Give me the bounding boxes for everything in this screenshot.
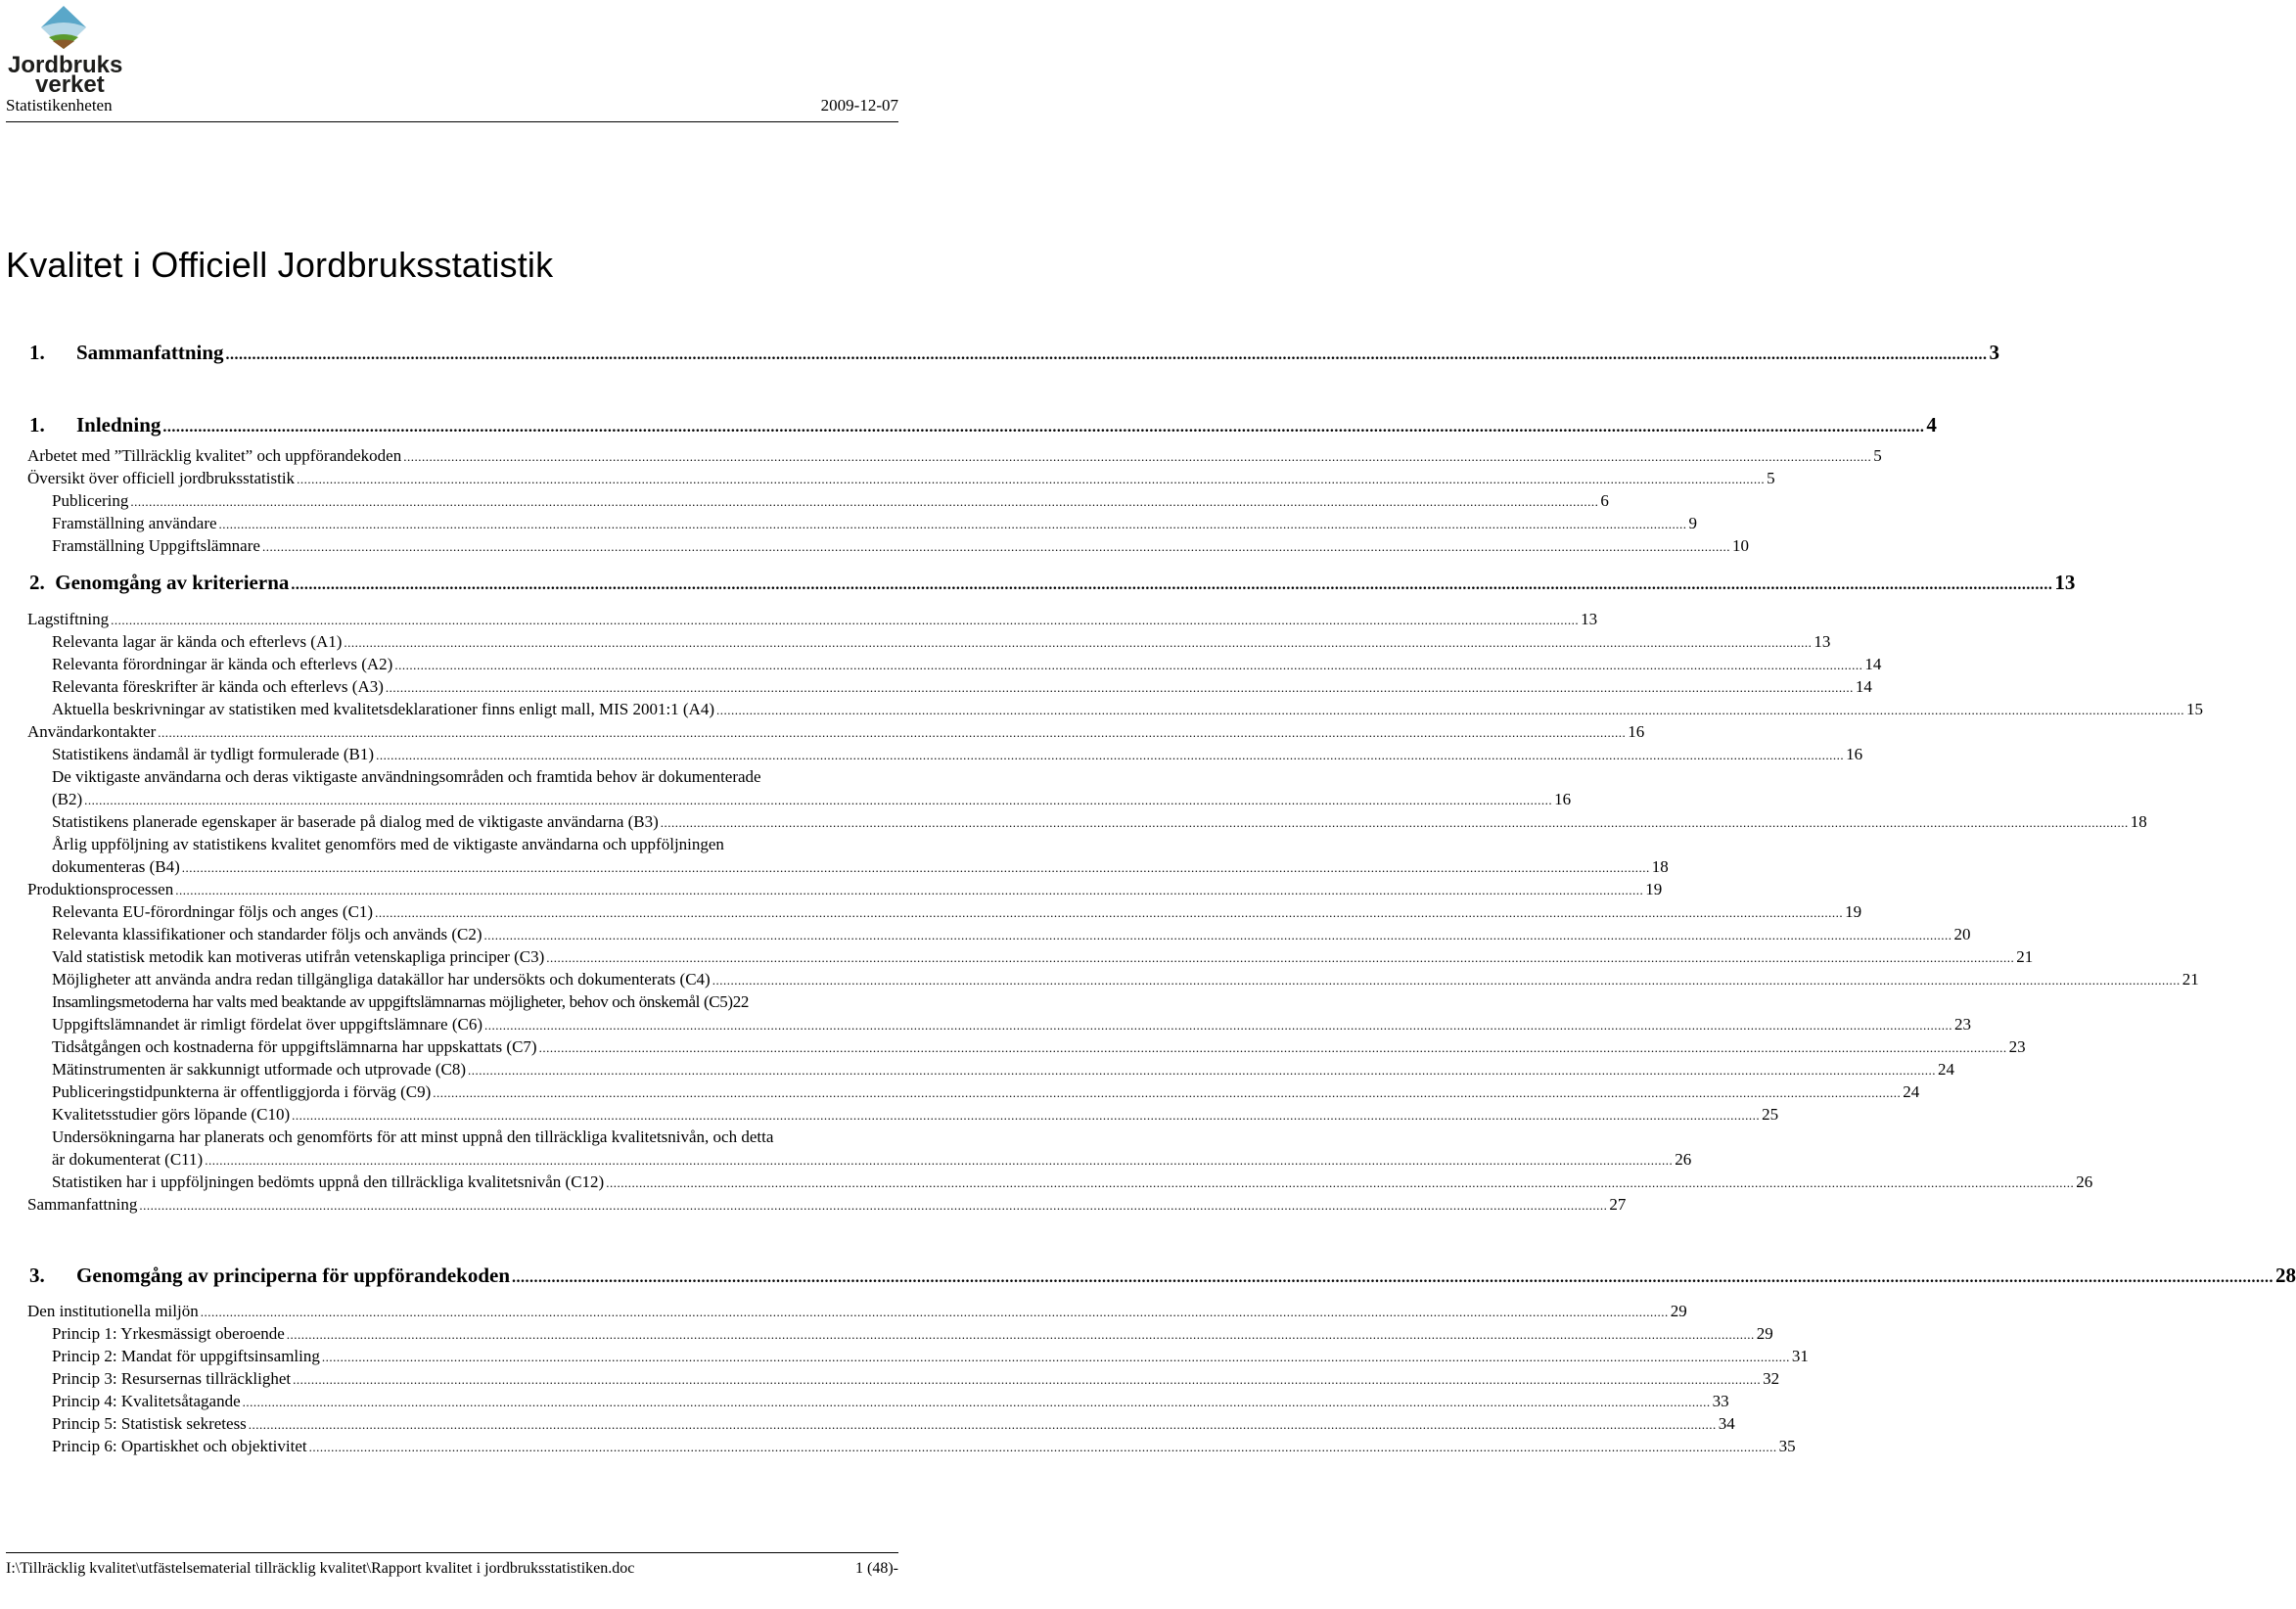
toc-dot-leader: ................................................................................................................................................................................................................................................................................................................................................................................................................ xyxy=(308,1440,1777,1454)
toc-page-number: 25 xyxy=(1762,1105,1779,1124)
toc-entry[interactable] xyxy=(27,880,1663,899)
logo-text-line2: verket xyxy=(35,71,105,98)
toc-entry[interactable] xyxy=(52,992,897,1012)
toc-entry[interactable] xyxy=(52,677,1872,697)
toc-dot-leader: ................................................................................................................................................................................................................................................................................................................................................................................................................ xyxy=(716,703,2185,717)
toc-entry-text: Mätinstrumenten är sakkunnigt utformade och utprovade (C8) xyxy=(52,1060,466,1079)
toc-dot-leader: ................................................................................................................................................................................................................................................................................................................................................................................................................ xyxy=(291,576,2053,593)
toc-entry[interactable] xyxy=(52,1392,1729,1411)
toc-entry[interactable] xyxy=(52,1037,2026,1057)
toc-page-number: 19 xyxy=(1645,880,1663,898)
toc-dot-leader: ................................................................................................................................................................................................................................................................................................................................................................................................................ xyxy=(181,860,1650,875)
toc-entry-text: Den institutionella miljön xyxy=(27,1302,199,1320)
toc-entry-text: Publiceringstidpunkterna är offentliggjorda i förväg (C9) xyxy=(52,1082,432,1101)
toc-dot-leader: ................................................................................................................................................................................................................................................................................................................................................................................................................ xyxy=(394,658,1863,672)
toc-entry-text: Relevanta förordningar är kända och efterlevs (A2) xyxy=(52,655,393,673)
toc-entry[interactable] xyxy=(52,1105,1779,1125)
toc-heading-text: Sammanfattning xyxy=(76,341,224,364)
toc-entry[interactable] xyxy=(52,1060,1954,1080)
toc-entry[interactable] xyxy=(52,902,1862,922)
toc-page-number: 33 xyxy=(1712,1392,1729,1410)
toc-page-number: 28 xyxy=(2275,1264,2296,1287)
toc-heading-number: 2. xyxy=(29,571,45,594)
toc-entry-text: Statistiken har i uppföljningen bedömts uppnå den tillräckliga kvalitetsnivån (C12) xyxy=(52,1172,605,1191)
toc-entry[interactable] xyxy=(27,469,1775,488)
toc-page-number: 13 xyxy=(2054,571,2076,594)
toc-dot-leader: ................................................................................................................................................................................................................................................................................................................................................................................................................ xyxy=(375,905,1844,920)
toc-dot-leader: ................................................................................................................................................................................................................................................................................................................................................................................................................ xyxy=(162,419,1925,436)
toc-entry-text: Översikt över officiell jordbruksstatistik xyxy=(27,469,296,487)
toc-entry[interactable] xyxy=(52,745,1863,764)
toc-entry-text: Princip 3: Resursernas tillräcklighet xyxy=(52,1369,292,1388)
toc-entry-text: Publicering xyxy=(52,491,129,510)
toc-heading-kriterier[interactable] xyxy=(29,571,2076,595)
toc-dot-leader: ................................................................................................................................................................................................................................................................................................................................................................................................................ xyxy=(200,1305,1669,1319)
toc-heading-text: Genomgång av kriterierna xyxy=(55,571,290,594)
toc-entry-first-line: Årlig uppföljning av statistikens kvalitet genomförs med de viktigaste användarna och uppföljningen xyxy=(52,835,724,853)
toc-entry[interactable] xyxy=(52,812,2147,832)
toc-dot-leader: ................................................................................................................................................................................................................................................................................................................................................................................................................ xyxy=(242,1395,1711,1409)
toc-entry-text: Uppgiftslämnandet är rimligt fördelat över uppgiftslämnare (C6) xyxy=(52,1015,482,1034)
logo-text-line1: Jordbruks xyxy=(8,52,123,78)
footer-page-number: 1 (48)- xyxy=(855,1560,898,1577)
toc-page-number: 13 xyxy=(1581,610,1598,628)
toc-entry[interactable] xyxy=(52,1150,1692,1170)
toc-page-number: 14 xyxy=(1855,677,1872,696)
toc-entry[interactable] xyxy=(52,536,1749,556)
toc-dot-leader: ................................................................................................................................................................................................................................................................................................................................................................................................................ xyxy=(248,1417,1717,1432)
header-divider xyxy=(6,121,898,122)
toc-page-number: 5 xyxy=(1873,446,1882,465)
toc-entry-text: Aktuella beskrivningar av statistiken med kvalitetsdeklarationer finns enligt mall, MIS 2001:1 (A4) xyxy=(52,700,715,718)
toc-page-number: 19 xyxy=(1845,902,1862,921)
toc-dot-leader: ................................................................................................................................................................................................................................................................................................................................................................................................................ xyxy=(130,494,1599,509)
toc-dot-leader: ................................................................................................................................................................................................................................................................................................................................................................................................................ xyxy=(376,748,1845,762)
toc-page-number: 9 xyxy=(1688,514,1698,532)
toc-entry-text: Vald statistisk metodik kan motiveras utifrån vetenskapliga principer (C3) xyxy=(52,947,545,966)
toc-page-number: 21 xyxy=(2016,947,2034,966)
toc-page-number: 18 xyxy=(1651,857,1669,876)
footer xyxy=(6,1560,898,1578)
toc-entry-text: Relevanta EU-förordningar följs och anges (C1) xyxy=(52,902,374,921)
toc-page-number: 26 xyxy=(2076,1172,2093,1191)
toc-page-number: 13 xyxy=(1814,632,1831,651)
toc-dot-leader: ................................................................................................................................................................................................................................................................................................................................................................................................................ xyxy=(660,815,2129,830)
toc-dot-leader: ................................................................................................................................................................................................................................................................................................................................................................................................................ xyxy=(292,1108,1761,1123)
toc-page-number: 5 xyxy=(1767,469,1775,487)
toc-entry[interactable] xyxy=(52,970,2199,989)
toc-entry[interactable] xyxy=(52,1172,2093,1192)
toc-entry[interactable] xyxy=(52,925,1971,944)
toc-dot-leader: ................................................................................................................................................................................................................................................................................................................................................................................................................ xyxy=(218,517,1687,531)
toc-entry-text: Relevanta föreskrifter är kända och efterlevs (A3) xyxy=(52,677,384,696)
toc-dot-leader: ................................................................................................................................................................................................................................................................................................................................................................................................................ xyxy=(712,973,2181,988)
toc-entry[interactable] xyxy=(52,514,1698,533)
toc-page-number: 26 xyxy=(1675,1150,1692,1169)
toc-page-number: 14 xyxy=(1864,655,1882,673)
toc-dot-leader: ................................................................................................................................................................................................................................................................................................................................................................................................................ xyxy=(225,346,1988,363)
toc-entry[interactable] xyxy=(52,857,1669,877)
toc-entry[interactable] xyxy=(52,491,1609,511)
toc-page-number: 34 xyxy=(1718,1414,1735,1433)
toc-entry[interactable] xyxy=(27,610,1598,629)
toc-entry-text: Lagstiftning xyxy=(27,610,110,628)
toc-entry-text: Princip 5: Statistisk sekretess xyxy=(52,1414,247,1433)
toc-entry[interactable] xyxy=(52,1015,1971,1034)
toc-page-number: 20 xyxy=(1953,925,1971,943)
toc-dot-leader: ................................................................................................................................................................................................................................................................................................................................................................................................................ xyxy=(606,1175,2075,1190)
toc-entry-text: Statistikens planerade egenskaper är baserade på dialog med de viktigaste användarna (B3) xyxy=(52,812,659,831)
toc-entry[interactable] xyxy=(52,655,1882,674)
toc-page-number: 23 xyxy=(1953,1015,1971,1034)
toc-page-number: 3 xyxy=(1989,341,2000,364)
toc-dot-leader: ................................................................................................................................................................................................................................................................................................................................................................................................................ xyxy=(321,1350,1790,1364)
toc-entry-text: är dokumenterat (C11) xyxy=(52,1150,204,1169)
toc-entry-text: Princip 2: Mandat för uppgiftsinsamling xyxy=(52,1347,320,1365)
toc-heading-number: 1. xyxy=(29,341,45,364)
toc-dot-leader: ................................................................................................................................................................................................................................................................................................................................................................................................................ xyxy=(483,1018,1952,1033)
toc-page-number: 10 xyxy=(1731,536,1749,555)
toc-dot-leader: ................................................................................................................................................................................................................................................................................................................................................................................................................ xyxy=(546,950,2015,965)
toc-dot-leader: ................................................................................................................................................................................................................................................................................................................................................................................................................ xyxy=(175,883,1644,897)
toc-heading-text: Inledning xyxy=(76,413,161,437)
toc-page-number: 16 xyxy=(1628,722,1645,741)
toc-entry-text: Princip 1: Yrkesmässigt oberoende xyxy=(52,1324,285,1343)
toc-entry[interactable] xyxy=(52,1414,1735,1434)
toc-entry[interactable] xyxy=(52,790,1572,809)
toc-dot-leader: ................................................................................................................................................................................................................................................................................................................................................................................................................ xyxy=(433,1085,1902,1100)
toc-dot-leader: ................................................................................................................................................................................................................................................................................................................................................................................................................ xyxy=(538,1040,2007,1055)
jordbruksverket-logo xyxy=(6,4,123,98)
toc-entry-text: Princip 4: Kvalitetsåtagande xyxy=(52,1392,241,1410)
document-title: Kvalitet i Officiell Jordbruksstatistik xyxy=(6,245,554,285)
toc-entry-text: Relevanta lagar är kända och efterlevs (A1) xyxy=(52,632,343,651)
toc-entry-text: (B2) xyxy=(52,790,83,808)
toc-dot-leader: ................................................................................................................................................................................................................................................................................................................................................................................................................ xyxy=(261,539,1730,554)
toc-entry[interactable] xyxy=(27,1195,1627,1215)
toc-entry[interactable] xyxy=(52,1347,1809,1366)
header-date: 2009-12-07 xyxy=(820,96,898,115)
toc-dot-leader: ................................................................................................................................................................................................................................................................................................................................................................................................................ xyxy=(483,928,1952,942)
toc-page-number: 24 xyxy=(1903,1082,1920,1101)
toc-page-number: 29 xyxy=(1670,1302,1687,1320)
header-unit: Statistikenheten xyxy=(6,96,113,115)
toc-page-number: 21 xyxy=(2181,970,2199,988)
toc-entry-text: Princip 6: Opartiskhet och objektivitet xyxy=(52,1437,307,1455)
toc-entry[interactable] xyxy=(27,1302,1687,1321)
toc-page-number: 23 xyxy=(2008,1037,2026,1056)
toc-page-number: 32 xyxy=(1763,1369,1780,1388)
toc-entry-text: Statistikens ändamål är tydligt formulerade (B1) xyxy=(52,745,375,763)
toc-page-number: 6 xyxy=(1600,491,1609,510)
toc-entry-text: Tidsåtgången och kostnaderna för uppgiftslämnarna har uppskattats (C7) xyxy=(52,1037,537,1056)
toc-entry-text: Produktionsprocessen xyxy=(27,880,174,898)
toc-entry-text: Framställning Uppgiftslämnare xyxy=(52,536,260,555)
toc-dot-leader: ................................................................................................................................................................................................................................................................................................................................................................................................................ xyxy=(84,793,1553,807)
toc-dot-leader: ................................................................................................................................................................................................................................................................................................................................................................................................................ xyxy=(205,1153,1674,1168)
toc-entry[interactable] xyxy=(52,1437,1796,1456)
toc-entry-text: Insamlingsmetoderna har valts med beaktande av uppgiftslämnarnas möjligheter, behov och önskemål (C5) xyxy=(52,992,733,1011)
toc-entry-first-line: De viktigaste användarna och deras viktigaste användningsområden och framtida behov är dokumenterade xyxy=(52,767,761,786)
toc-entry-text: Kvalitetsstudier görs löpande (C10) xyxy=(52,1105,291,1124)
toc-dot-leader: ................................................................................................................................................................................................................................................................................................................................................................................................................ xyxy=(403,449,1872,464)
toc-heading-number: 1. xyxy=(29,413,45,437)
toc-dot-leader: ................................................................................................................................................................................................................................................................................................................................................................................................................ xyxy=(512,1269,2273,1286)
toc-heading-inledning[interactable] xyxy=(29,413,1937,437)
toc-dot-leader: ................................................................................................................................................................................................................................................................................................................................................................................................................ xyxy=(158,725,1627,740)
toc-entry[interactable] xyxy=(27,722,1645,742)
toc-heading-sammanfattning[interactable] xyxy=(29,341,2000,365)
toc-dot-leader: ................................................................................................................................................................................................................................................................................................................................................................................................................ xyxy=(293,1372,1762,1387)
toc-dot-leader: ................................................................................................................................................................................................................................................................................................................................................................................................................ xyxy=(344,635,1813,650)
toc-entry[interactable] xyxy=(52,947,2034,967)
toc-page-number: 15 xyxy=(2186,700,2204,718)
toc-entry[interactable] xyxy=(52,632,1831,652)
toc-entry[interactable] xyxy=(27,446,1882,466)
toc-dot-leader: ................................................................................................................................................................................................................................................................................................................................................................................................................ xyxy=(297,472,1766,486)
toc-dot-leader: ................................................................................................................................................................................................................................................................................................................................................................................................................ xyxy=(468,1063,1936,1078)
toc-dot-leader: ................................................................................................................................................................................................................................................................................................................................................................................................................ xyxy=(286,1327,1755,1342)
toc-page-number: 16 xyxy=(1846,745,1863,763)
toc-dot-leader: ................................................................................................................................................................................................................................................................................................................................................................................................................ xyxy=(385,680,1854,695)
toc-page-number: 27 xyxy=(1609,1195,1627,1214)
toc-page-number: 24 xyxy=(1938,1060,1954,1079)
logo-emblem xyxy=(41,6,86,49)
toc-dot-leader: ................................................................................................................................................................................................................................................................................................................................................................................................................ xyxy=(111,613,1580,627)
toc-entry[interactable] xyxy=(52,1369,1780,1389)
toc-dot-leader: ................................................................................................................................................................................................................................................................................................................................................................................................................ xyxy=(139,1198,1608,1213)
toc-entry-text: Relevanta klassifikationer och standarder följs och används (C2) xyxy=(52,925,482,943)
toc-entry-text: Framställning användare xyxy=(52,514,217,532)
toc-page-number: 18 xyxy=(2130,812,2147,831)
toc-heading-principer[interactable] xyxy=(29,1264,2296,1288)
toc-entry-text: Sammanfattning xyxy=(27,1195,138,1214)
toc-page-number: 4 xyxy=(1926,413,1937,437)
toc-page-number: 35 xyxy=(1778,1437,1796,1455)
toc-page-number: 16 xyxy=(1554,790,1572,808)
toc-page-number: 22 xyxy=(732,992,750,1011)
toc-page-number: 31 xyxy=(1791,1347,1809,1365)
toc-entry-text: dokumenteras (B4) xyxy=(52,857,180,876)
footer-file-path: I:\Tillräcklig kvalitet\utfästelsematerial tillräcklig kvalitet\Rapport kvalitet i jordbruksstatistiken.doc xyxy=(6,1560,635,1577)
toc-entry[interactable] xyxy=(52,1082,1920,1102)
toc-page-number: 29 xyxy=(1756,1324,1773,1343)
toc-entry-first-line: Undersökningarna har planerats och genomförts för att minst uppnå den tillräckliga kvalitetsnivån, och detta xyxy=(52,1127,774,1146)
toc-entry[interactable] xyxy=(52,700,2204,719)
toc-heading-text: Genomgång av principerna för uppförandekoden xyxy=(76,1264,510,1287)
footer-divider xyxy=(6,1552,898,1553)
toc-entry[interactable] xyxy=(52,1324,1773,1344)
toc-entry-text: Arbetet med ”Tillräcklig kvalitet” och uppförandekoden xyxy=(27,446,402,465)
toc-entry-text: Användarkontakter xyxy=(27,722,157,741)
toc-entry-text: Möjligheter att använda andra redan tillgängliga datakällor har undersökts och dokumenterats (C4) xyxy=(52,970,711,988)
toc-heading-number: 3. xyxy=(29,1264,45,1287)
